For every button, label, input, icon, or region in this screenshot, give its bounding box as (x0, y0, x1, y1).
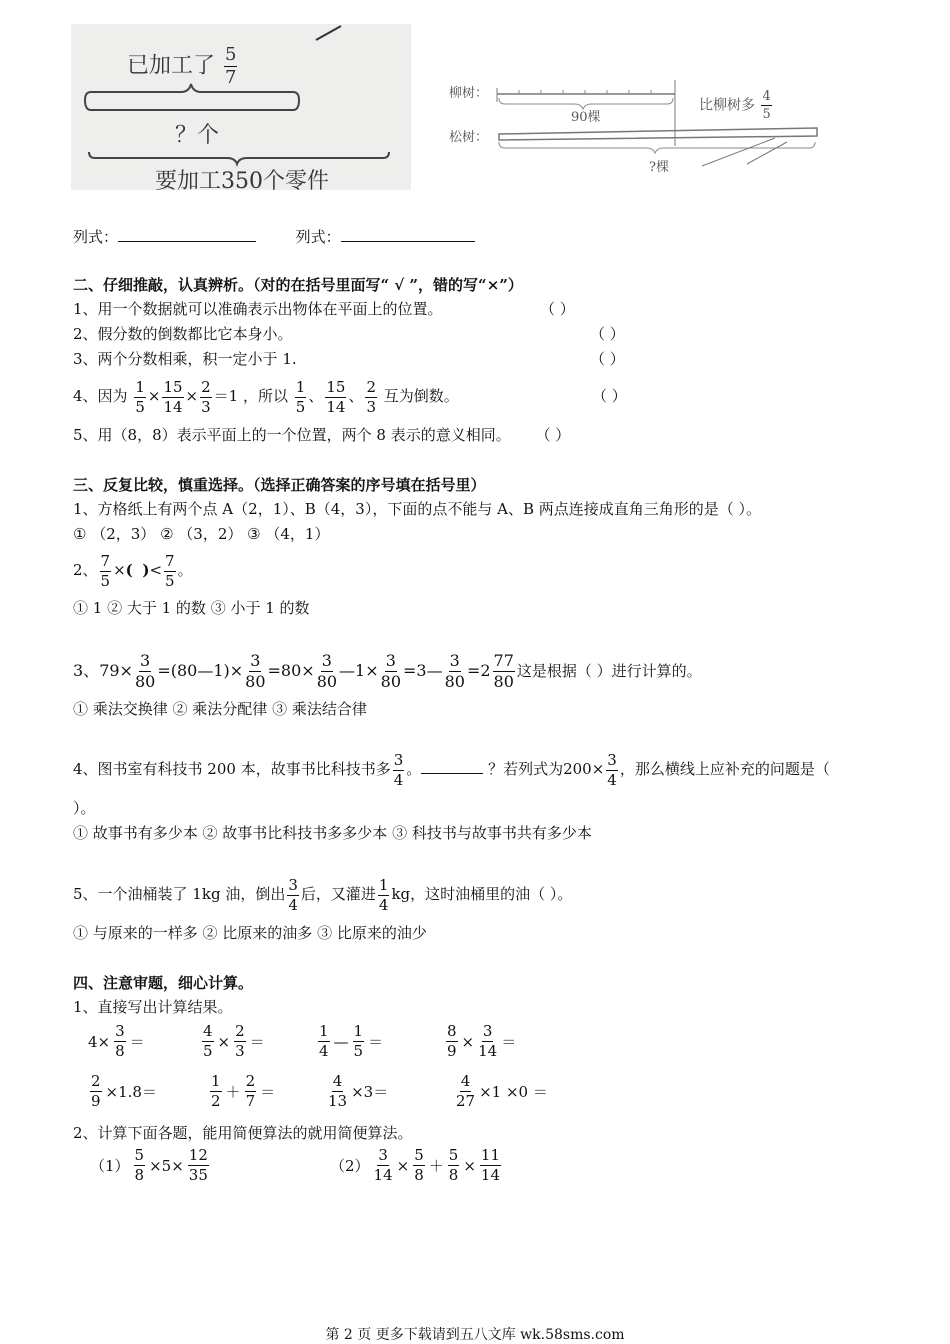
calc-simplify-2: （2） $\frac{3}{14}$ × $\frac{5}{8}$ ＋ $\frac{5}{8}$ × $\frac{11}{14}$ (330, 1146, 500, 1184)
diagram1-top-text: 已加工了 (127, 53, 216, 79)
more-text: 比柳树多 (699, 97, 755, 114)
s3-q4-text-b: 。 (406, 760, 422, 778)
calc-2: $\frac{4}{5}$ × $\frac{2}{3}$ ＝ (203, 1022, 265, 1060)
calc-4: $\frac{8}{9}$ × $\frac{3}{14}$ ＝ (447, 1022, 517, 1060)
s3-q5-options: ① 与原来的一样多 ② 比原来的油多 ③ 比原来的油少 (73, 924, 427, 942)
s2-q1 (73, 298, 443, 320)
s3-q5-text-a: 5、一个油桶装了 1kg 油，倒出 (73, 885, 286, 903)
s2-q1-text: 1、用一个数据就可以准确表示出物体在平面上的位置。 (73, 300, 443, 318)
s2-q4-prefix: 4、因为 (73, 387, 128, 405)
s3-q4-text-e: ）。 (73, 799, 96, 817)
calc-simplify-1: （1） $\frac{5}{8}$ ×5× $\frac{12}{35}$ (90, 1146, 208, 1184)
s3-q5-text-b: 后，又灌进 (300, 885, 376, 903)
s3-q1-options: ① （2，3） ② （3，2） ③ （4，1） (73, 525, 330, 543)
diagram1-top-label (127, 46, 239, 87)
s2-q2-answer[interactable]: （ ） (590, 325, 625, 343)
calc-simplify-1-label: （1） (90, 1157, 130, 1175)
diagram-processed-parts (71, 24, 411, 194)
s2-q4-suffix: 互为倒数。 (383, 387, 459, 405)
more-fraction (761, 90, 771, 121)
section4-title: 四、注意审题，细心计算。 (73, 974, 254, 992)
calc-simplify-2-label: （2） (330, 1157, 370, 1175)
formula-blank-2[interactable] (341, 241, 475, 242)
page-footer: 第 2 页 更多下载请到五八文库 wk.58sms.com (325, 1327, 625, 1343)
fraction-numerator: 4 (762, 89, 771, 104)
s3-q2-options: ① 1 ② 大于 1 的数 ③ 小于 1 的数 (73, 599, 310, 617)
diagram-trees (447, 76, 822, 174)
s3-q5-text-c: kg，这时油桶里的油（ ）。 (391, 885, 573, 903)
s3-q3: 3、79× $\frac{3}{80}$ =(80—1)× $\frac{3}{80}$ =80× $\frac{3}{80}$ —1× $\frac{3}{80}$ =3— $\frac{3}{80}$ =2 $\frac{77}{80}$ 这是根据（ ）进行计算的。 (73, 651, 702, 691)
s3-q3-suffix: 这是根据（ ）进行计算的。 (516, 662, 702, 680)
pine-unknown-label: ?棵 (649, 160, 669, 175)
s2-q4-answer[interactable]: （ ） (592, 387, 627, 405)
formula-row (73, 226, 475, 248)
s3-q2-prefix: 2、 (73, 561, 98, 579)
calc-1: 4× $\frac{3}{8}$ ＝ (88, 1022, 145, 1060)
s4-sub1: 1、直接写出计算结果。 (73, 998, 233, 1016)
s2-q4-mid: ，所以 (242, 387, 288, 405)
more-than-willow-label (699, 90, 774, 121)
s3-q3-prefix: 3、 (73, 661, 100, 680)
pine-label: 松树： (449, 130, 489, 145)
calc-7: $\frac{4}{13}$ ×3＝ (328, 1072, 389, 1110)
fraction-denominator: 7 (225, 67, 237, 88)
calc-8: $\frac{4}{27}$ ×1 ×0 ＝ (456, 1072, 548, 1110)
s2-q4: 4、因为 $\frac{1}{5}$ × $\frac{15}{14}$ × $\frac{2}{3}$ ＝1 ，所以 $\frac{1}{5}$ 、 $\frac{15}{14}$ 、 $\frac{2}{3}$ 互为倒数。 (73, 377, 459, 416)
s2-q3-answer[interactable]: （ ） (590, 350, 625, 368)
fraction-denominator: 5 (762, 107, 771, 122)
s2-q5-answer[interactable]: （ ） (535, 426, 571, 444)
diagram1-fraction (224, 46, 237, 87)
s3-q4-text-c: ？若列式为 (488, 760, 564, 778)
formula-blank-1[interactable] (118, 241, 256, 242)
s2-q5 (73, 424, 570, 446)
diagram1-total-label: 要加工350个零件 (155, 169, 329, 194)
s3-q5: 5、一个油桶装了 1kg 油，倒出 $\frac{3}{4}$ 后，又灌进 $\frac{1}{4}$ kg，这时油桶里的油（ ）。 (73, 875, 573, 914)
s3-q4-text-a: 4、图书室有科技书 200 本，故事书比科技书多 (73, 760, 391, 778)
s3-q3-options: ① 乘法交换律 ② 乘法分配律 ③ 乘法结合律 (73, 700, 367, 718)
s4-sub2: 2、计算下面各题，能用简便算法的就用简便算法。 (73, 1124, 413, 1142)
calc-6: $\frac{1}{2}$ ＋ $\frac{2}{7}$ ＝ (211, 1072, 276, 1110)
calc-5: $\frac{2}{9}$ ×1.8＝ (91, 1072, 157, 1110)
s3-q1-text: 1、方格纸上有两个点 A（2，1）、B（4，3），下面的点不能与 A、B 两点连接成直角三角形的是（ ）。 (73, 500, 762, 518)
willow-label: 柳树： (449, 86, 489, 101)
section3-title: 三、反复比较，慎重选择。（选择正确答案的序号填在括号里） (73, 476, 486, 494)
s2-q1-answer[interactable]: （ ） (540, 300, 575, 318)
calc-3: $\frac{1}{4}$ — $\frac{1}{5}$ ＝ (319, 1022, 384, 1060)
formula-label-2: 列式： (295, 228, 341, 246)
formula-label-1: 列式： (73, 228, 119, 246)
willow-count-label: 90棵 (571, 110, 601, 125)
s3-q4: 4、图书室有科技书 200 本，故事书比科技书多 $\frac{3}{4}$ 。 ？若列式为200× $\frac{3}{4}$ ，那么横线上应补充的问题是（ (73, 750, 830, 789)
s3-q4-blank[interactable] (421, 773, 483, 774)
fraction-numerator: 5 (225, 44, 237, 65)
s2-q5-text: 5、用（8，8）表示平面上的一个位置，两个 8 表示的意义相同。 (73, 426, 511, 444)
s3-q4-options: ① 故事书有多少本 ② 故事书比科技书多多少本 ③ 科技书与故事书共有多少本 (73, 824, 592, 842)
s3-q4-text-d: ，那么横线上应补充的问题是（ (619, 760, 830, 778)
diagram1-unknown-label: ？个 (175, 123, 220, 148)
s3-q2: 2、 $\frac{7}{5}$ ×( )< $\frac{7}{5}$ 。 (73, 551, 193, 590)
s2-q3-text: 3、两个分数相乘，积一定小于 1. (73, 350, 297, 368)
s2-q2-text: 2、假分数的倒数都比它本身小。 (73, 325, 293, 343)
section2-title: 二、仔细推敲，认真辨析。（对的在括号里面写“ √ ”，错的写“×”） (73, 276, 523, 294)
